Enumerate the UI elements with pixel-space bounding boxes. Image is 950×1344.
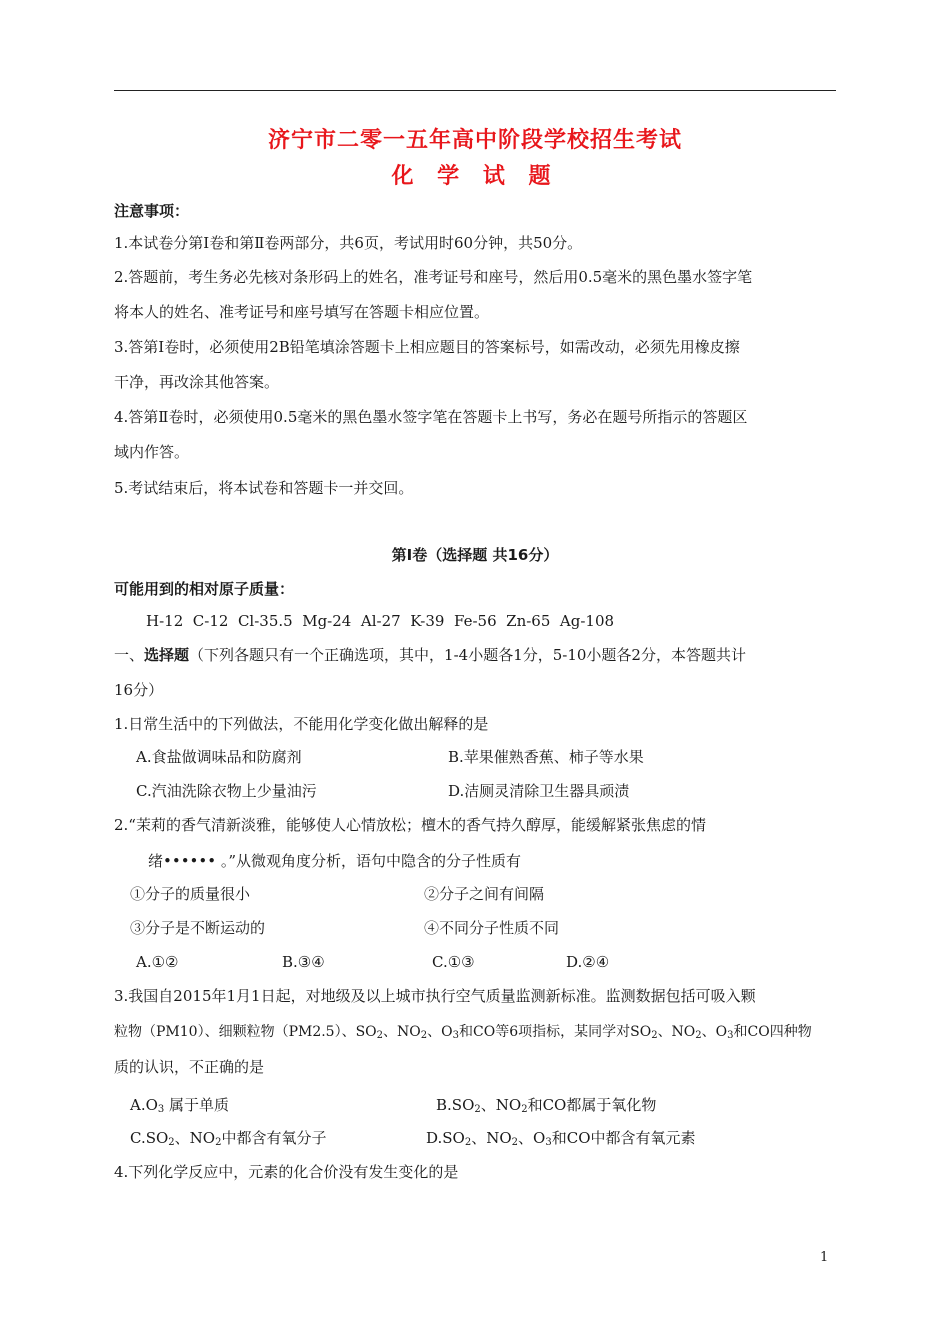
question-2-stem-cont: 绪•••••• 。”从微观角度分析，语句中隐含的分子性质有 [148,852,522,870]
q2-statement-4: ④不同分子性质不同 [424,919,560,937]
atomic-mass-list: H-12 C-12 Cl-35.5 Mg-24 Al-27 K-39 Fe-56 Zn-65 Ag-108 [146,612,615,630]
subscript: 2 [215,1137,222,1148]
notice-item: 4.答第Ⅱ卷时，必须使用0.5毫米的黑色墨水签字笔在答题卡上书写，务必在题号所指示的答题区 [114,408,748,426]
q2-statement-2: ②分子之间有间隔 [424,885,545,903]
q3-option-b [436,1094,826,1121]
notice-item: 2.答题前，考生务必先核对条形码上的姓名，准考证号和座号，然后用0.5毫米的黑色墨水签字笔 [114,268,753,286]
notice-heading: 注意事项： [114,202,190,220]
q3-option-c [130,1127,430,1154]
q2-option-a: A.①② [136,953,179,971]
q3-text: B.SO [436,1096,475,1114]
subscript: 2 [521,1104,528,1115]
subscript: 2 [420,1030,428,1041]
atomic-mass-heading: 可能用到的相对原子质量： [114,580,295,598]
part1-intro [114,644,838,666]
header-rule [114,90,836,91]
q3-text: 和CO四种物 [733,1024,812,1040]
notice-item: 3.答第Ⅰ卷时，必须使用2B铅笔填涂答题卡上相应题目的答案标号，如需改动，必须先用橡皮擦 [114,338,740,356]
q3-text: 、NO [174,1129,216,1147]
question-3-stem-cont [114,1021,838,1047]
page-number: 1 [820,1250,829,1265]
subscript: 2 [376,1030,384,1041]
part1-label: 选择题 [144,646,190,664]
q3-text: 粒物（PM10）、细颗粒物（PM2.5）、SO [114,1024,377,1040]
q2-option-b: B.③④ [282,953,325,971]
q3-text: 、O [427,1024,453,1040]
notice-item: 1.本试卷分第Ⅰ卷和第Ⅱ卷两部分，共6页，考试用时60分钟，共50分。 [114,234,583,252]
notice-item: 干净，再改涂其他答案。 [114,373,280,391]
subscript: 3 [727,1030,734,1041]
subscript: 2 [474,1104,481,1115]
section1-heading: 第Ⅰ卷（选择题 共16分） [391,546,559,564]
part1-desc: （下列各题只有一个正确选项，其中，1-4小题各1分，5-10小题各2分，本答题共计 [189,646,746,664]
subscript: 2 [168,1137,175,1148]
question-3-stem: 3.我国自2015年1月1日起，对地级及以上城市执行空气质量监测新标准。监测数据包括可吸入颗 [114,987,756,1005]
q3-text: 、NO [471,1129,512,1147]
q2-option-d: D.②④ [566,953,610,971]
notice-item: 将本人的姓名、准考证号和座号填写在答题卡相应位置。 [114,303,490,321]
q3-text: 和CO都属于氧化物 [527,1096,657,1114]
question-4-stem: 4.下列化学反应中，元素的化合价没有发生变化的是 [114,1163,459,1181]
notice-item: 5.考试结束后，将本试卷和答题卡一并交回。 [114,479,414,497]
question-3-stem-end: 质的认识，不正确的是 [114,1058,265,1076]
part1-desc-cont: 16分） [114,681,164,699]
q3-text: A.O [130,1096,158,1114]
q3-text: 、NO [657,1024,696,1040]
q3-text: D.SO [426,1129,465,1147]
subscript: 2 [464,1137,472,1148]
q1-option-b: B.苹果催熟香蕉、柿子等水果 [448,748,644,766]
subscript: 2 [695,1030,702,1041]
q1-option-d: D.洁厕灵清除卫生器具顽渍 [448,782,630,800]
question-2-stem: 2.“茉莉的香气清新淡雅，能够使人心情放松；檀木的香气持久醇厚，能缓解紧张焦虑的情 [114,816,706,834]
exam-subtitle: 化 学 试 题 [391,164,559,189]
q2-statement-3: ③分子是不断运动的 [130,919,266,937]
q3-text: 和CO等6项指标，某同学对SO [459,1024,652,1040]
q3-text: 、O [518,1129,546,1147]
subscript: 3 [157,1104,165,1115]
subscript: 2 [651,1030,658,1041]
q3-text: C.SO [130,1129,169,1147]
subscript: 3 [452,1030,460,1041]
subscript: 2 [511,1137,519,1148]
q3-option-d [426,1127,826,1154]
question-1-stem: 1.日常生活中的下列做法，不能用化学变化做出解释的是 [114,715,489,733]
q1-option-a: A.食盐做调味品和防腐剂 [136,748,302,766]
q3-option-a [130,1094,430,1121]
q3-text: 中都含有氧分子 [221,1129,327,1147]
q3-text: 属于单质 [164,1096,230,1114]
exam-title: 济宁市二零一五年高中阶段学校招生考试 [267,128,682,153]
subscript: 3 [545,1137,552,1148]
notice-item: 域内作答。 [114,443,190,461]
q3-text: 、O [701,1024,728,1040]
part1-prefix: 一、 [114,646,145,664]
q2-option-c: C.①③ [432,953,475,971]
q3-text: 、NO [480,1096,522,1114]
q3-text: 和CO中都含有氧元素 [551,1129,696,1147]
q3-text: 、NO [383,1024,421,1040]
q1-option-c: C.汽油洗除衣物上少量油污 [136,782,317,800]
q2-statement-1: ①分子的质量很小 [130,885,251,903]
